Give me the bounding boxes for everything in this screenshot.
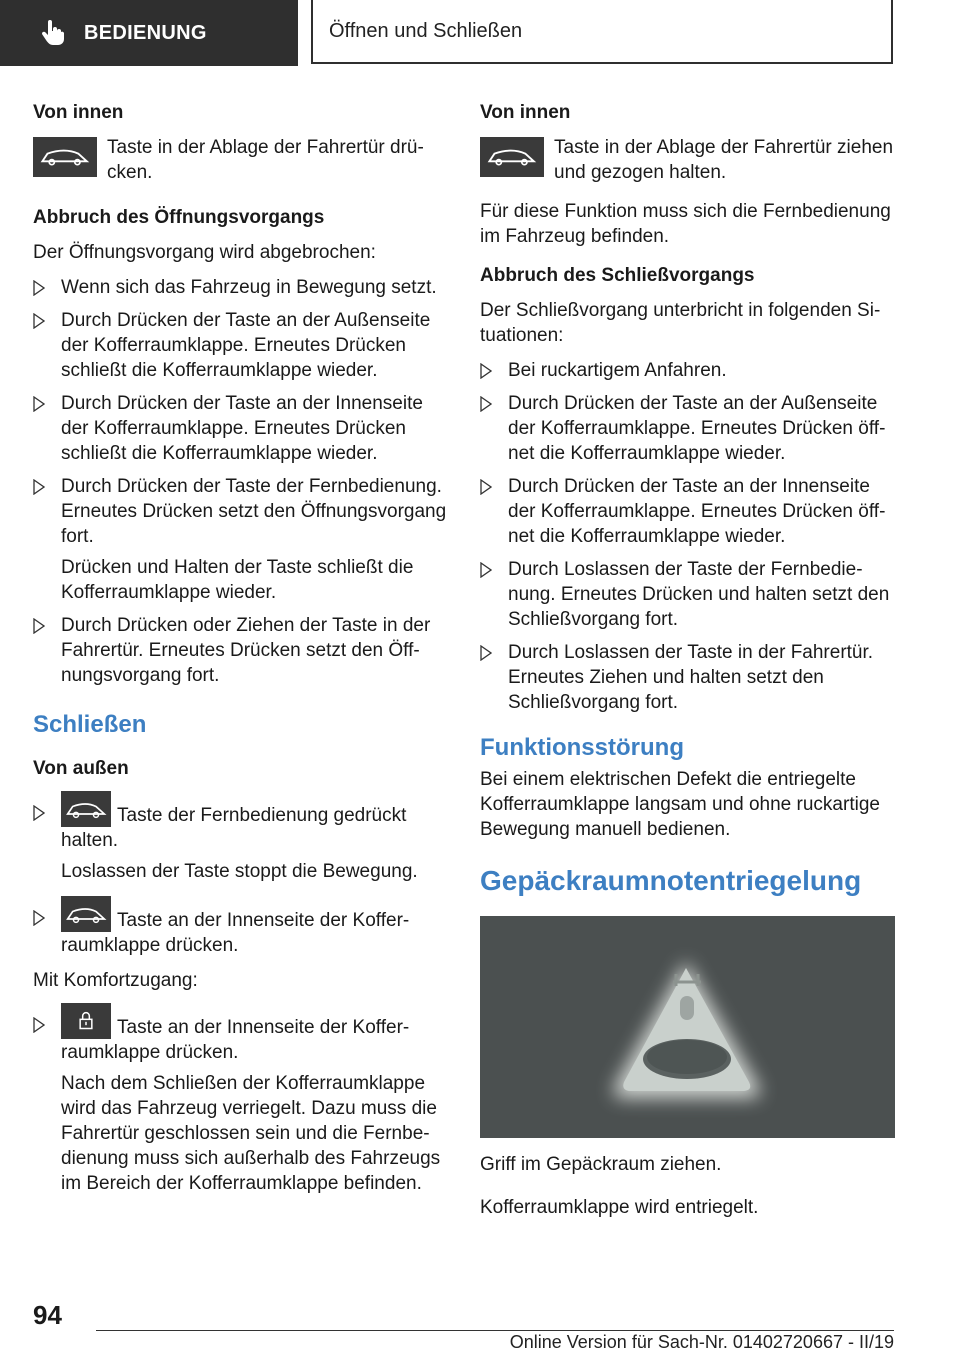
list-item: Taste an der Innenseite der Kofferraumklappe drücken. Nach dem Schließen der Kofferraumklappe wird das Fahrzeug verriegelt. Dazu muss die Fahrertür geschlossen sein und die Fernbedienung muss sich außerhalb des Fahrzeugs im Bereich der Kofferraumklappe befinden. (33, 1003, 448, 1196)
abbruch-schliess-title: Abbruch des Schließvorgangs (480, 265, 755, 286)
von-aussen-title: Von außen (33, 758, 129, 779)
bullet-triangle-icon (480, 394, 494, 414)
bullet-triangle-icon (33, 803, 47, 823)
page-header (0, 0, 960, 66)
abbruch-oeffnung-text: Der Öffnungsvorgang wird abgebrochen: (33, 242, 376, 263)
hand-icon (38, 18, 68, 48)
footer-version: Online Version für Sach-Nr. 01402720667 - II/19 (509, 1332, 894, 1352)
von-aussen-list (33, 791, 448, 958)
von-innen-title-right: Von innen (480, 102, 571, 123)
list-item: Durch Loslassen der Taste der Fernbedienung. Erneutes Drücken und halten setzt den Schließvorgang fort. (480, 557, 895, 632)
von-innen-text-right: Taste in der Ablage der Fahrertür ziehen und gezogen halten. (554, 137, 894, 183)
right-column (480, 100, 895, 1230)
bullet-triangle-icon (33, 278, 47, 298)
notentriegelung-heading: Gepäckraumnotentriegelung (480, 865, 862, 896)
footer-divider (96, 1330, 894, 1331)
schliessen-heading: Schließen (33, 711, 147, 738)
von-innen-title: Von innen (33, 102, 124, 123)
list-item: Durch Drücken der Taste an der Außenseite der Kofferraumklappe. Erneutes Drücken öffnet die Kofferraumklappe wieder. (480, 391, 895, 466)
bullet-triangle-icon (33, 477, 47, 497)
tailgate-button-icon (33, 137, 97, 177)
tailgate-button-icon (480, 137, 544, 177)
section-label: BEDIENUNG (84, 21, 207, 44)
bullet-triangle-icon (33, 1015, 47, 1035)
list-item-continuation: Drücken und Halten der Taste schließt die Kofferraumklappe wieder. (61, 557, 414, 603)
tailgate-inner-button-icon (61, 896, 111, 932)
page-number: 94 (33, 1300, 62, 1330)
bullet-triangle-icon (33, 311, 47, 331)
bullet-triangle-icon (480, 361, 494, 381)
komfort-text: Mit Komfortzugang: (33, 970, 198, 991)
bullet-triangle-icon (480, 560, 494, 580)
entriegelt-text: Kofferraumklappe wird entriegelt. (480, 1197, 759, 1218)
von-innen-text: Taste in der Ablage der Fahrertür drücken. (107, 137, 424, 183)
stoerung-heading: Funktionsstörung (480, 734, 684, 761)
abbruch-schliess-text: Der Schließvorgang unterbricht in folgenden Situationen: (480, 300, 881, 346)
komfort-list (33, 1003, 448, 1196)
list-item: Taste der Fernbedienung gedrückt halten. Loslassen der Taste stoppt die Bewegung. (33, 791, 448, 884)
list-item: Durch Drücken oder Ziehen der Taste in der Fahrertür. Erneutes Drücken setzt den Öffnungsvorgang fort. (33, 613, 448, 688)
list-item: Durch Drücken der Taste an der Innenseite der Kofferraumklappe. Erneutes Drücken schließt die Kofferraumklappe wieder. (33, 391, 448, 466)
bullet-triangle-icon (33, 616, 47, 636)
bullet-triangle-icon (480, 643, 494, 663)
bullet-triangle-icon (480, 477, 494, 497)
stoerung-text: Bei einem elektrischen Defekt die entriegelte Kofferraumklappe langsam und ohne ruckartige Bewegung manuell bedienen. (480, 769, 880, 840)
griff-text: Griff im Gepäckraum ziehen. (480, 1154, 722, 1175)
list-item: Durch Drücken der Taste an der Außenseite der Kofferraumklappe. Erneutes Drücken schließt die Kofferraumklappe wieder. (33, 308, 448, 383)
remote-tailgate-icon (61, 791, 111, 827)
chapter-title: Öffnen und Schließen (329, 19, 523, 42)
release-handle-icon (480, 916, 895, 1138)
list-item: Durch Loslassen der Taste in der Fahrertür. Erneutes Ziehen und halten setzt den Schließvorgang fort. (480, 640, 895, 715)
von-innen-row (33, 135, 448, 185)
abbruch-oeffnung-title: Abbruch des Öffnungsvorgangs (33, 207, 325, 228)
list-item: Durch Drücken der Taste an der Innenseite der Kofferraumklappe. Erneutes Drücken öffnet die Kofferraumklappe wieder. (480, 474, 895, 549)
bullet-triangle-icon (33, 908, 47, 928)
list-item: Durch Drücken der Taste der Fernbedienung. Erneutes Drücken setzt den Öffnungsvorgang fort. Drücken und Halten der Taste schließt die Kofferraumklappe wieder. (33, 474, 448, 605)
bullet-triangle-icon (33, 394, 47, 414)
emergency-release-photo (480, 916, 895, 1138)
section-tab (0, 0, 298, 66)
left-column (33, 100, 448, 1206)
list-item: Bei ruckartigem Anfahren. (480, 358, 895, 383)
list-item-continuation: Nach dem Schließen der Kofferraumklappe wird das Fahrzeug verriegelt. Dazu muss die Fahrertür geschlossen sein und die Fernbedienung muss sich außerhalb des Fahrzeugs im Bereich der Kofferraumklappe befinden. (61, 1073, 441, 1194)
von-innen-row-right (480, 135, 895, 185)
list-item-continuation: Loslassen der Taste stoppt die Bewegung. (61, 861, 418, 882)
abbruch-schliess-list (480, 358, 895, 715)
list-item: Wenn sich das Fahrzeug in Bewegung setzt. (33, 275, 448, 300)
chapter-title-box (311, 0, 893, 64)
list-item: Taste an der Innenseite der Kofferraumklappe drücken. (33, 896, 448, 958)
lock-button-icon (61, 1003, 111, 1039)
fern-text: Für diese Funktion muss sich die Fernbedienung im Fahrzeug befinden. (480, 201, 891, 247)
abbruch-oeffnung-list (33, 275, 448, 688)
